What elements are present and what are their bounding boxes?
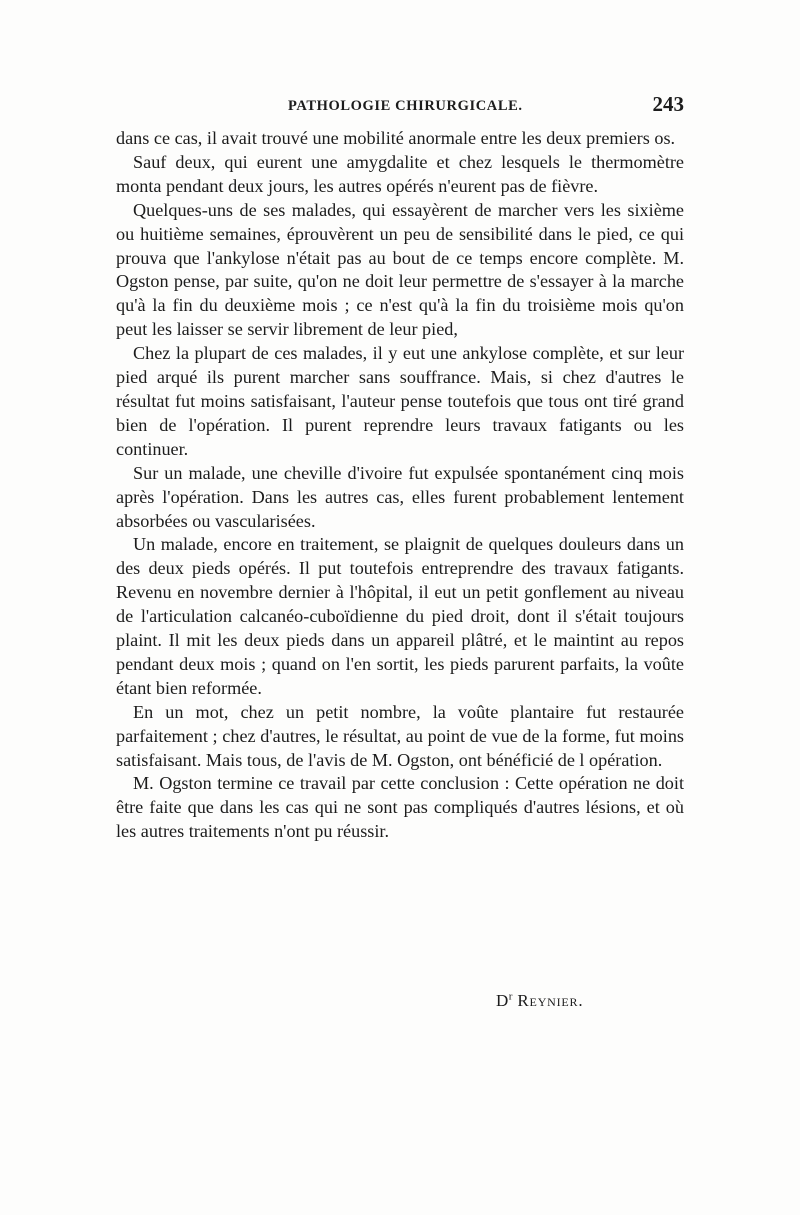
paragraph: dans ce cas, il avait trouvé une mobilité anormale entre les deux premiers os. <box>116 128 676 148</box>
signature-title-superscript: r <box>508 990 513 1003</box>
running-title: PATHOLOGIE CHIRURGICALE. <box>288 98 523 114</box>
body-text <box>116 127 684 844</box>
page-number: 243 <box>652 92 684 116</box>
page-header <box>116 92 684 120</box>
paragraph: Quelques-uns de ses malades, qui essayèrent de marcher vers les sixième ou huitième semaines, éprouvèrent un peu de sensibilité dans le pied, ce qui prouva que l'ankylose n'était pas au bout de ce temps encore complète. M. Ogston pense, par suite, qu'on ne doit leur permettre de s'essayer à la marche qu'à la fin du deuxième mois ; ce n'est qu'à la fin du troisième mois qu'on peut les laisser se servir librement de leur pied, <box>116 199 684 340</box>
paragraph: M. Ogston termine ce travail par cette conclusion : Cette opération ne doit être faite que dans les cas qui ne sont pas compliqués d'autres lésions, et où les autres traitements n'ont pu réussir. <box>116 773 684 842</box>
paragraph: Chez la plupart de ces malades, il y eut une ankylose complète, et sur leur pied arqué ils purent marcher sans souffrance. Mais, si chez d'autres le résultat fut moins satisfaisant, l'auteur pense toutefois que tous ont tiré grand bien de l'opération. Il purent reprendre leurs travaux fatigants ou les continuer. <box>116 343 684 459</box>
paragraph: Sauf deux, qui eurent une amygdalite et chez lesquels le thermomètre monta pendant deux jours, les autres opérés n'eurent pas de fièvre. <box>116 151 684 196</box>
author-signature <box>496 991 583 1011</box>
paragraph: Un malade, encore en traitement, se plaignit de quelques douleurs dans un des deux pieds opérés. Il put toutefois entreprendre des travaux fatigants. Revenu en novembre dernier à l'hôpital, il eut un petit gonflement au niveau de l'articulation calcanéo-cuboïdienne du pied droit, dont il s'était toujours plaint. Il mit les deux pieds dans un appareil plâtré, et le maintint au repos pendant deux mois ; quand on l'en sortit, les pieds parurent parfaits, la voûte étant bien reformée. <box>116 534 684 698</box>
paragraph: En un mot, chez un petit nombre, la voûte plantaire fut restaurée parfaitement ; chez d'autres, le résultat, au point de vue de la forme, fut moins satisfaisant. Mais tous, de l'avis de M. Ogston, ont bénéficié de l opération. <box>116 701 684 770</box>
signature-name: Reynier. <box>517 991 584 1010</box>
signature-title: D <box>496 991 509 1010</box>
paragraph: Sur un malade, une cheville d'ivoire fut expulsée spontanément cinq mois après l'opération. Dans les autres cas, elles furent probablement lentement absorbées ou vascularisées. <box>116 462 684 531</box>
